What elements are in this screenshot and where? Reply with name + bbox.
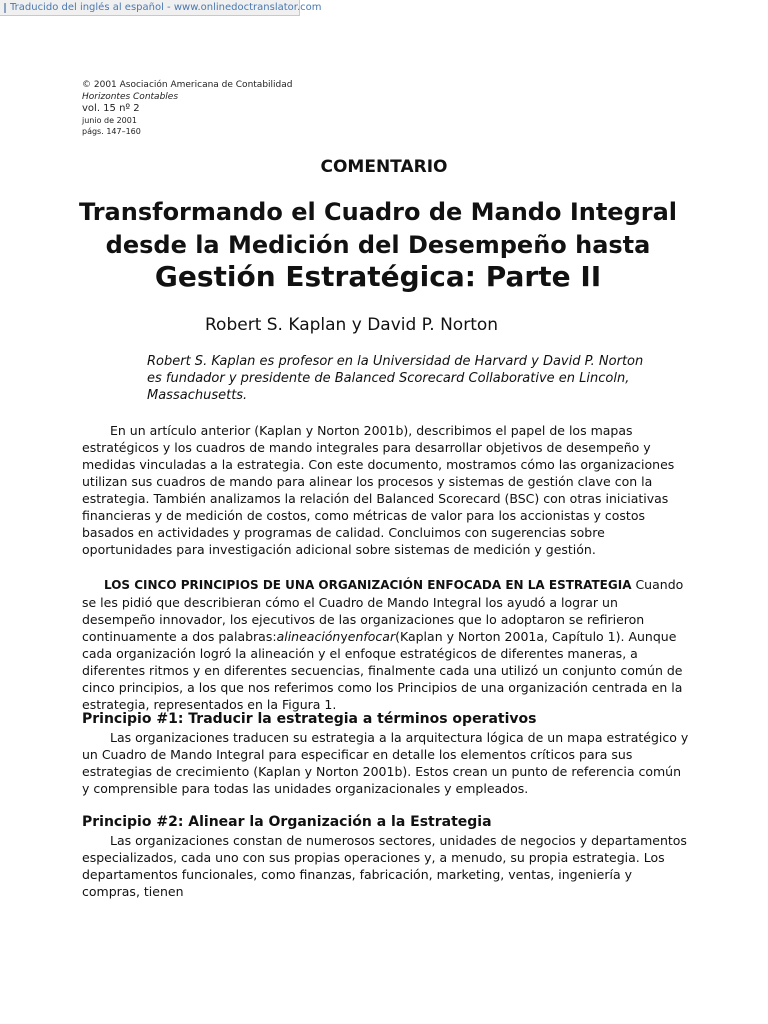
intro-paragraph: En un artículo anterior (Kaplan y Norton 2001b), describimos el papel de los mapas estratégicos y los cuadros de mando integrales para desarrollar objetivos de desempeño y medidas vinculadas a la estrategia. Con este documento, mostramos cómo las organizaciones utilizan sus cuadros de mando para alinear los procesos y sistemas de gestión clave con la estrategia. También analizamos la relación del Balanced Scorecard (BSC) con otras iniciativas financieras y de medición de costos, como métricas de valor para los accionistas y costos basados en actividades y programas de calidad. Concluimos con sugerencias sobre oportunidades para investigación adicional sobre sistemas de medición y gestión. (82, 423, 675, 557)
issue-date: junio de 2001 (82, 116, 137, 125)
principle-2-heading: Principio #2: Alinear la Organización a la Estrategia (82, 814, 492, 830)
principles-text-a: Cuando se les pidió que describieran cómo el Cuadro de Mando Integral los ayudó a lograr un desempeño innovador, los ejecutivos de las organizaciones que lo adoptaron se refirieron continuamente a dos palabras: (82, 577, 684, 644)
journal-name: Horizontes Contables (82, 92, 179, 102)
volume: vol. 15 nº 2 (82, 103, 140, 114)
principle-2-text: Las organizaciones constan de numerosos sectores, unidades de negocios y departamentos especializados, cada uno con sus propias operaciones y, a menudo, su propia estrategia. Los departamentos funcionales, como finanzas, fabricación, marketing, ventas, ingeniería y compras, tienen (82, 833, 687, 899)
principle-1-heading: Principio #1: Traducir la estrategia a términos operativos (82, 711, 537, 727)
principles-heading: LOS CINCO PRINCIPIOS DE UNA ORGANIZACIÓN ENFOCADA EN LA ESTRATEGIA (104, 578, 632, 592)
principles-paragraph (82, 576, 692, 713)
author-affiliation: Robert S. Kaplan es profesor en la Universidad de Harvard y David P. Norton es fundador y presidente de Balanced Scorecard Collaborative en Lincoln, Massachusetts. (147, 354, 644, 403)
document-icon (4, 3, 6, 13)
word-alignment: alineación (276, 629, 341, 644)
authors: Robert S. Kaplan y David P. Norton (205, 315, 499, 335)
banner-text[interactable]: Traducido del inglés al español - www.onlinedoctranslator.com (10, 2, 322, 13)
publication-meta (82, 79, 292, 137)
pages: págs. 147–160 (82, 127, 141, 136)
principles-text-b: (Kaplan y Norton 2001a, Capítulo 1). Aunque cada organización logró la alineación y el enfoque estratégicos de diferentes maneras, a diferentes ritmos y en diferentes secuencias, finalmente cada una utilizó un conjunto común de cinco principios, a los que nos referimos como los Principios de una organización centrada en la estrategia, representados en la Figura 1. (82, 629, 683, 712)
translator-banner[interactable] (0, 0, 322, 16)
copyright: © 2001 Asociación Americana de Contabilidad (82, 80, 293, 90)
article-title (0, 196, 756, 292)
word-conj: y (340, 629, 348, 644)
word-focus: enfocar (347, 629, 396, 644)
principle-1-text: Las organizaciones traducen su estrategia a la arquitectura lógica de un mapa estratégico y un Cuadro de Mando Integral para especificar en detalle los elementos críticos para sus estrategias de crecimiento (Kaplan y Norton 2001b). Estos crean un punto de referencia común y comprensible para todas las unidades organizacionales y empleados. (82, 730, 689, 796)
title-line-2: desde la Medición del Desempeño hasta (105, 231, 651, 259)
title-line-1: Transformando el Cuadro de Mando Integral (78, 198, 678, 226)
section-label: COMENTARIO (320, 157, 448, 177)
title-line-3: Gestión Estratégica: Parte II (154, 260, 602, 293)
